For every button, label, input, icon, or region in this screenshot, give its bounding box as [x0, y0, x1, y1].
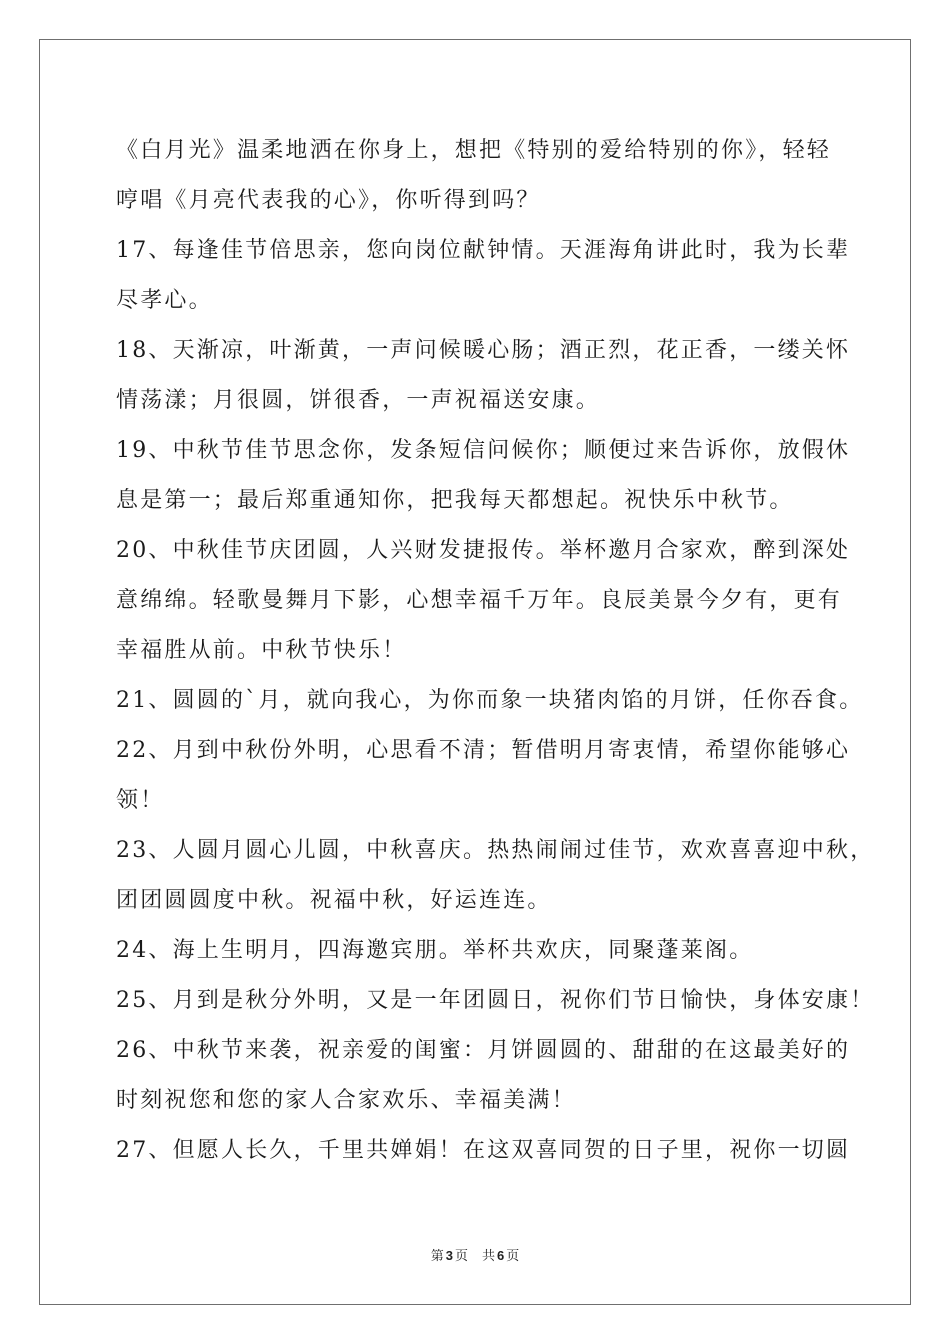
text-line: 22、月到中秋份外明，心思看不清；暂借明月寄衷情，希望你能够心: [116, 738, 851, 763]
paragraph-18: [116, 326, 851, 426]
text-line: 24、海上生明月，四海邀宾朋。举杯共欢庆，同聚蓬莱阁。: [116, 938, 754, 963]
page-footer: [0, 1247, 950, 1266]
text-line: 20、中秋佳节庆团圆，人兴财发捷报传。举杯邀月合家欢，醉到深处: [116, 538, 851, 563]
text-line: 27、但愿人长久，千里共婵娟！在这双喜同贺的日子里，祝你一切圆: [116, 1138, 851, 1163]
text-line: 息是第一；最后郑重通知你，把我每天都想起。祝快乐中秋节。: [116, 488, 794, 513]
page-suffix: 页: [454, 1249, 468, 1264]
text-line: 23、人圆月圆心儿圆，中秋喜庆。热热闹闹过佳节，欢欢喜喜迎中秋，: [116, 838, 875, 863]
total-prefix: 共: [482, 1249, 496, 1264]
text-line: 领！: [116, 788, 165, 813]
paragraph-23: [116, 826, 875, 926]
page-prefix: 第: [430, 1249, 444, 1264]
paragraph-16-continued: [116, 126, 838, 226]
text-line: 意绵绵。轻歌曼舞月下影，心想幸福千万年。良辰美景今夕有，更有: [116, 588, 843, 613]
document-body: [116, 126, 875, 1176]
paragraph-25: [116, 976, 875, 1026]
text-line: 幸福胜从前。中秋节快乐！: [116, 638, 407, 663]
paragraph-24: [116, 926, 838, 976]
paragraph-26: [116, 1026, 851, 1126]
text-line: 时刻祝您和您的家人合家欢乐、幸福美满！: [116, 1088, 576, 1113]
total-suffix: 页: [506, 1249, 520, 1264]
text-line: 21、圆圆的`月，就向我心，为你而象一块猪肉馅的月饼，任你吞食。: [116, 688, 864, 713]
text-line: 哼唱《月亮代表我的心》，你听得到吗？: [116, 188, 541, 213]
text-line: 团团圆圆度中秋。祝福中秋，好运连连。: [116, 888, 552, 913]
text-line: 19、中秋节佳节思念你，发条短信问候你；顺便过来告诉你，放假休: [116, 438, 851, 463]
total-page-number: 6: [497, 1248, 505, 1263]
text-line: 17、每逢佳节倍思亲，您向岗位献钟情。天涯海角讲此时，我为长辈: [116, 238, 851, 263]
text-line: 尽孝心。: [116, 288, 213, 313]
text-line: 25、月到是秋分外明，又是一年团圆日，祝你们节日愉快，身体安康！: [116, 988, 875, 1013]
current-page-number: 3: [445, 1248, 453, 1263]
paragraph-20: [116, 526, 851, 676]
paragraph-22: [116, 726, 851, 826]
text-line: 26、中秋节来袭，祝亲爱的闺蜜：月饼圆圆的、甜甜的在这最美好的: [116, 1038, 851, 1063]
paragraph-21: [116, 676, 864, 726]
paragraph-19: [116, 426, 851, 526]
text-line: 情荡漾；月很圆，饼很香，一声祝福送安康。: [116, 388, 601, 413]
paragraph-27: [116, 1126, 851, 1176]
paragraph-17: [116, 226, 851, 326]
text-line: 18、天渐凉，叶渐黄，一声问候暖心肠；酒正烈，花正香，一缕关怀: [116, 338, 851, 363]
text-line: 《白月光》温柔地洒在你身上，想把《特别的爱给特别的你》，轻轻: [116, 138, 832, 163]
